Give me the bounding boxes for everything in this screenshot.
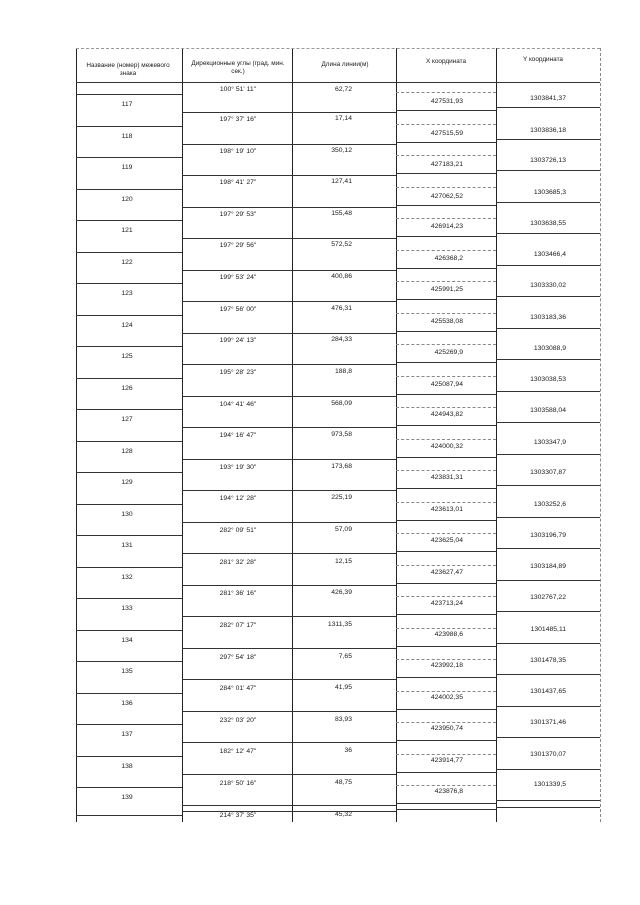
row-rule: [182, 301, 292, 302]
row-rule: [496, 265, 600, 266]
row-rule: [292, 742, 396, 743]
row-rule: [292, 333, 396, 334]
row-rule: [292, 553, 396, 554]
row-rule: [496, 422, 600, 423]
row-rule: [182, 238, 292, 239]
row-rule: [292, 238, 396, 239]
point-name: 128: [121, 447, 133, 455]
point-name: 129: [121, 479, 133, 486]
row-rule: [496, 170, 600, 171]
row-rule: [182, 490, 292, 491]
row-rule: [396, 110, 496, 111]
row-rule: [76, 787, 182, 788]
x-coordinate: 425991,25: [430, 286, 463, 293]
row-rule: [396, 281, 496, 282]
row-rule: [182, 585, 292, 586]
row-rule: [496, 548, 600, 549]
row-rule: [396, 754, 496, 755]
row-rule: [396, 394, 496, 395]
point-name: 139: [121, 794, 133, 801]
y-coordinate: 1303638,55: [530, 220, 566, 227]
direction-angle: 281° 36' 16": [219, 590, 257, 598]
row-rule: [76, 567, 182, 568]
line-length: 350,12: [331, 146, 352, 154]
row-rule: [76, 661, 182, 662]
row-rule: [396, 488, 496, 489]
row-rule: [292, 459, 396, 460]
row-rule: [496, 674, 600, 675]
point-name: 127: [121, 416, 133, 423]
line-length: 45,32: [334, 810, 352, 818]
row-rule: [396, 628, 496, 629]
row-rule: [182, 270, 292, 271]
row-rule: [396, 299, 496, 300]
direction-angle: 182° 12' 47": [219, 748, 257, 756]
x-coordinate: 427183,21: [430, 161, 463, 168]
row-rule: [76, 315, 182, 316]
row-rule: [396, 520, 496, 521]
direction-angle: 194° 12' 28": [219, 495, 257, 503]
row-rule: [292, 270, 396, 271]
row-rule: [292, 774, 396, 775]
row-rule: [396, 596, 496, 597]
x-coordinate: 423950,74: [430, 725, 463, 732]
point-name: 121: [121, 227, 133, 234]
row-rule: [396, 250, 496, 251]
point-name: 122: [121, 258, 133, 266]
point-name: 125: [121, 353, 133, 360]
row-rule: [396, 236, 496, 237]
x-coordinate: 423625,04: [430, 537, 463, 544]
row-rule: [76, 756, 182, 757]
row-rule: [496, 454, 600, 455]
row-rule: [496, 611, 600, 612]
row-rule: [76, 252, 182, 253]
line-length: 7,65: [338, 652, 352, 660]
row-rule: [496, 800, 600, 801]
point-name: 118: [121, 132, 133, 140]
y-coordinate: 1302767,22: [530, 594, 566, 601]
row-rule: [396, 740, 496, 741]
row-rule: [182, 427, 292, 428]
y-coordinate: 1303038,53: [530, 375, 566, 383]
row-rule: [496, 107, 600, 108]
row-rule: [182, 396, 292, 397]
direction-angle: 197° 56' 00": [219, 305, 257, 313]
header-x: X координата: [425, 58, 467, 65]
point-name: 135: [121, 668, 133, 675]
x-coordinate: 427531,93: [430, 98, 463, 105]
y-coordinate: 1303726,13: [530, 157, 566, 164]
line-length: 973,58: [331, 431, 352, 439]
direction-angle: 218° 50' 16": [219, 780, 257, 788]
row-rule: [396, 205, 496, 206]
row-rule: [396, 646, 496, 647]
row-rule: [496, 769, 600, 770]
first-length: 62,72: [334, 86, 352, 93]
row-rule: [292, 679, 396, 680]
y-coordinate: 1303252,6: [533, 500, 566, 508]
row-rule: [182, 648, 292, 649]
row-rule: [496, 807, 600, 808]
y-coordinate: 1301371,46: [530, 719, 566, 726]
row-rule: [76, 472, 182, 473]
x-coordinate: 427062,52: [430, 192, 463, 200]
direction-angle: 199° 24' 13": [219, 337, 257, 345]
row-rule: [396, 533, 496, 534]
row-rule: [182, 207, 292, 208]
row-rule: [76, 630, 182, 631]
row-rule: [396, 142, 496, 143]
row-rule: [396, 470, 496, 471]
row-rule: [396, 439, 496, 440]
x-coordinate: 424002,35: [430, 693, 463, 701]
row-rule: [496, 139, 600, 140]
y-coordinate: 1303330,02: [530, 282, 566, 289]
row-rule: [496, 517, 600, 518]
direction-angle: 297° 54' 18": [219, 653, 257, 661]
row-rule: [292, 805, 396, 806]
row-rule: [496, 737, 600, 738]
line-length: 48,75: [334, 779, 352, 787]
row-rule: [76, 189, 182, 190]
row-rule: [396, 709, 496, 710]
x-coordinate: 423831,31: [430, 474, 463, 481]
direction-angle: 199° 53' 24": [219, 274, 257, 282]
point-name: 123: [121, 290, 133, 297]
y-coordinate: 1301370,07: [530, 750, 566, 758]
x-coordinate: 426914,23: [430, 223, 463, 230]
line-length: 426,39: [331, 589, 352, 597]
row-rule: [182, 175, 292, 176]
row-rule: [182, 679, 292, 680]
point-name: 134: [121, 636, 133, 644]
direction-angle: 104° 41' 46": [219, 400, 257, 408]
row-rule: [292, 711, 396, 712]
x-coordinate: 426368,2: [434, 254, 463, 262]
y-coordinate: 1303183,36: [530, 313, 566, 321]
point-name: 119: [121, 164, 133, 171]
row-rule: [76, 535, 182, 536]
row-rule: [396, 551, 496, 552]
row-rule: [396, 92, 496, 93]
row-rule: [76, 504, 182, 505]
row-rule: [396, 809, 496, 810]
column-rule: [600, 48, 601, 822]
x-coordinate: 425087,94: [430, 380, 463, 388]
y-coordinate: 1301437,65: [530, 687, 566, 695]
direction-angle: 214° 37' 35": [219, 811, 257, 819]
row-rule: [396, 565, 496, 566]
row-rule: [182, 774, 292, 775]
row-rule: [76, 346, 182, 347]
row-rule: [496, 359, 600, 360]
point-name: 136: [121, 699, 133, 707]
row-rule: [76, 283, 182, 284]
row-rule: [292, 811, 396, 812]
row-rule: [76, 815, 182, 816]
direction-angle: 195° 28' 23": [219, 369, 257, 376]
row-rule: [396, 331, 496, 332]
line-length: 127,41: [331, 178, 352, 186]
y-coordinate: 1303347,9: [533, 438, 566, 446]
row-rule: [396, 173, 496, 174]
line-length: 41,95: [334, 684, 352, 692]
row-rule: [182, 364, 292, 365]
direction-angle: 232° 03' 20": [219, 716, 257, 724]
direction-angle: 198° 41' 27": [219, 179, 257, 187]
line-length: 284,33: [331, 336, 352, 344]
row-rule: [292, 522, 396, 523]
x-coordinate: 424943,82: [430, 411, 463, 418]
x-coordinate: 423988,6: [434, 630, 463, 638]
x-coordinate: 423992,18: [430, 662, 463, 669]
x-coordinate: 423627,47: [430, 568, 463, 576]
row-rule: [292, 144, 396, 145]
line-length: 188,8: [334, 368, 352, 375]
row-rule: [496, 706, 600, 707]
y-coordinate: 1303184,89: [530, 562, 566, 570]
row-rule: [182, 711, 292, 712]
row-rule: [76, 378, 182, 379]
row-rule: [292, 364, 396, 365]
row-rule: [396, 614, 496, 615]
point-name: 126: [121, 384, 133, 392]
line-length: 1311,35: [327, 621, 352, 628]
line-length: 12,15: [334, 557, 352, 565]
line-length: 83,93: [334, 715, 352, 723]
header-bottom-rule: [76, 82, 600, 83]
row-rule: [396, 691, 496, 692]
direction-angle: 282° 09' 51": [219, 527, 257, 535]
header-length: Длина линии(м): [321, 61, 369, 68]
row-rule: [396, 772, 496, 773]
line-length: 155,48: [331, 209, 352, 217]
row-rule: [76, 126, 182, 127]
row-rule: [396, 344, 496, 345]
row-rule: [182, 144, 292, 145]
line-length: 36: [344, 747, 352, 755]
line-length: 225,19: [331, 494, 352, 502]
row-rule: [396, 407, 496, 408]
header-angle: Дирекционные углы (град. мин. сек.): [191, 60, 285, 75]
row-rule: [292, 585, 396, 586]
row-rule: [292, 207, 396, 208]
row-rule: [76, 220, 182, 221]
y-coordinate: 1303466,4: [533, 250, 566, 258]
row-rule: [396, 313, 496, 314]
row-rule: [396, 425, 496, 426]
direction-angle: 197° 37' 16": [219, 116, 257, 123]
line-length: 57,09: [334, 526, 352, 534]
row-rule: [396, 502, 496, 503]
row-rule: [292, 396, 396, 397]
row-rule: [496, 391, 600, 392]
point-name: 133: [121, 605, 133, 612]
y-coordinate: 1303307,87: [530, 469, 566, 476]
row-rule: [182, 805, 292, 806]
point-name: 124: [121, 321, 133, 329]
header-name: Название (номер) межевого знака: [86, 62, 170, 77]
row-rule: [396, 155, 496, 156]
point-name: 117: [121, 101, 133, 108]
row-rule: [182, 553, 292, 554]
row-rule: [182, 459, 292, 460]
y-coordinate: 1301478,35: [530, 657, 566, 664]
row-rule: [292, 616, 396, 617]
y-coordinate: 1301339,5: [533, 781, 566, 788]
line-length: 17,14: [334, 115, 352, 122]
row-rule: [496, 202, 600, 203]
row-rule: [396, 583, 496, 584]
point-name: 131: [121, 542, 133, 549]
direction-angle: 282° 07' 17": [219, 622, 257, 629]
x-coordinate: 427515,59: [430, 129, 463, 137]
line-length: 572,52: [331, 241, 352, 249]
row-rule: [76, 693, 182, 694]
row-rule: [496, 643, 600, 644]
line-length: 400,86: [331, 273, 352, 281]
y-coordinate: 1303196,79: [530, 532, 566, 539]
row-rule: [396, 362, 496, 363]
row-rule: [496, 328, 600, 329]
direction-angle: 194° 16' 47": [219, 432, 257, 440]
point-name: 130: [121, 510, 133, 518]
row-rule: [76, 409, 182, 410]
x-coordinate: 423876,8: [434, 788, 463, 795]
row-rule: [292, 112, 396, 113]
direction-angle: 284° 01' 47": [219, 685, 257, 693]
x-coordinate: 423713,24: [430, 600, 463, 607]
row-rule: [182, 742, 292, 743]
row-rule: [292, 175, 396, 176]
first-angle: 100° 51' 11": [219, 86, 257, 93]
line-length: 173,68: [331, 462, 352, 470]
direction-angle: 193° 19' 30": [219, 463, 257, 471]
line-length: 568,09: [331, 399, 352, 407]
x-coordinate: 425538,08: [430, 317, 463, 325]
row-rule: [292, 490, 396, 491]
row-rule: [182, 112, 292, 113]
y-coordinate: 1301485,11: [530, 625, 566, 633]
header-top-rule: [76, 48, 600, 49]
row-rule: [396, 124, 496, 125]
row-rule: [496, 485, 600, 486]
direction-angle: 197° 29' 53": [219, 210, 257, 218]
row-rule: [396, 803, 496, 804]
row-rule: [76, 598, 182, 599]
point-name: 132: [121, 573, 133, 581]
y-coordinate: 1303685,3: [533, 188, 566, 196]
point-name: 138: [121, 762, 133, 770]
row-rule: [182, 522, 292, 523]
header-y: Y координата: [523, 56, 563, 63]
row-rule: [496, 580, 600, 581]
direction-angle: 197° 29' 56": [219, 242, 257, 250]
row-rule: [496, 296, 600, 297]
row-rule: [76, 441, 182, 442]
row-rule: [396, 785, 496, 786]
row-rule: [76, 94, 182, 95]
x-coordinate: 425269,9: [434, 349, 463, 356]
x-coordinate: 424000,32: [430, 442, 463, 450]
direction-angle: 198° 19' 10": [219, 147, 257, 155]
row-rule: [396, 677, 496, 678]
row-rule: [396, 187, 496, 188]
row-rule: [292, 648, 396, 649]
row-rule: [182, 811, 292, 812]
x-coordinate: 423914,77: [430, 756, 463, 764]
y-coordinate: 1303836,18: [530, 126, 566, 134]
y-coordinate: 1303088,9: [533, 345, 566, 352]
row-rule: [182, 616, 292, 617]
point-name: 120: [121, 195, 133, 203]
y-coordinate: 1303588,04: [530, 407, 566, 414]
row-rule: [396, 376, 496, 377]
line-length: 476,31: [331, 304, 352, 312]
row-rule: [396, 268, 496, 269]
row-rule: [396, 218, 496, 219]
row-rule: [76, 157, 182, 158]
y-coordinate: 1303841,37: [530, 95, 566, 102]
point-name: 137: [121, 731, 133, 738]
row-rule: [396, 722, 496, 723]
row-rule: [76, 724, 182, 725]
row-rule: [292, 427, 396, 428]
row-rule: [182, 333, 292, 334]
row-rule: [496, 233, 600, 234]
direction-angle: 281° 32' 28": [219, 558, 257, 566]
row-rule: [396, 457, 496, 458]
x-coordinate: 423613,01: [430, 505, 463, 513]
row-rule: [292, 301, 396, 302]
row-rule: [396, 659, 496, 660]
